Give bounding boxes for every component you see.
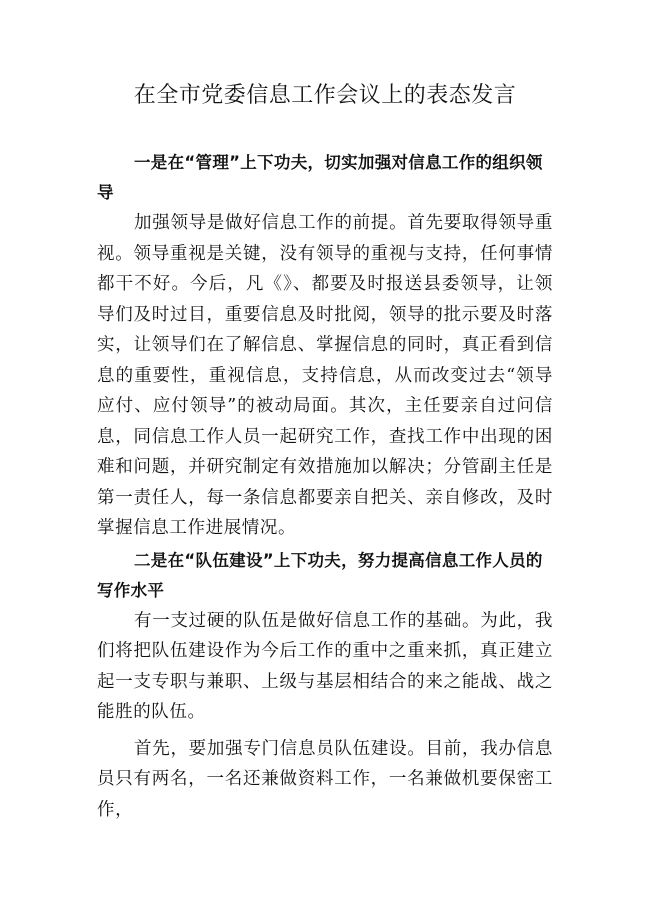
document-page — [97, 78, 553, 825]
section-heading-1: 一是在“管理”上下功夫，切实加强对信息工作的组织领导 — [97, 153, 543, 202]
section-heading-2: 二是在“队伍建设”上下功夫，努力提高信息工作人员的写作水平 — [97, 550, 543, 600]
section-2-paragraph-2: 首先，要加强专门信息员队伍建设。目前，我办信息员只有两名，一名还兼做资料工作，一名兼做机要保密工作， — [97, 738, 553, 820]
section-1-paragraph-1: 加强领导是做好信息工作的前提。首先要取得领导重视。领导重视是关键，没有领导的重视与支持，任何事情都干不好。今后，凡《》、都要及时报送县委领导，让领导们及时过目，重要信息及时批阅，领导的批示要及时落实，让领导们在了解信息、掌握信息的同时，真正看到信息的重要性，重视信息，支持信息，从而改变过去“领导应付、应付领导”的被动局面。其次，主任要亲自过问信息，同信息工作人员一起研究工作，查找工作中出现的困难和问题，并研究制定有效措施加以解决；分管副主任是第一责任人，每一条信息都要亲自把关、亲自修改，及时掌握信息工作进展情况。 — [97, 213, 553, 538]
document-body — [97, 148, 553, 825]
section-2-paragraph-1: 有一支过硬的队伍是做好信息工作的基础。为此，我们将把队伍建设作为今后工作的重中之重来抓，真正建立起一支专职与兼职、上级与基层相结合的来之能战、战之能胜的队伍。 — [97, 610, 553, 722]
document-title: 在全市党委信息工作会议上的表态发言 — [133, 83, 517, 108]
